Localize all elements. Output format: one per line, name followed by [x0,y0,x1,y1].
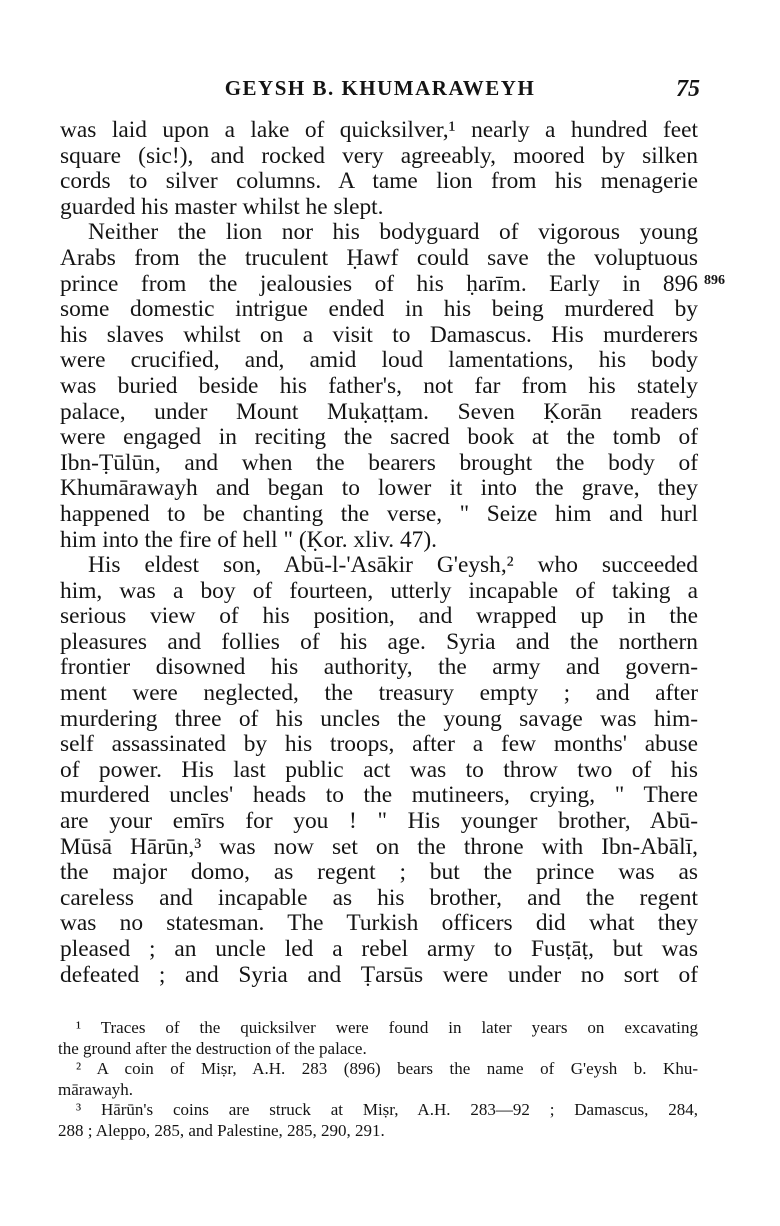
body-line: pleased ; an uncle led a rebel army to Fusṭāṭ, but was [60,936,698,962]
body-line: prince from the jealousies of his ḥarīm. Early in 896 [60,270,698,297]
footnote-line: ² A coin of Miṣr, A.H. 283 (896) bears the name of G'eysh b. Khu- [76,1059,698,1078]
body-line: was laid upon a lake of quicksilver,¹ nearly a hundred feet [60,117,698,143]
body-line: him, was a boy of fourteen, utterly incapable of taking a [60,577,698,604]
body-line: defeated ; and Syria and Ṭarsūs were under no sort of [60,961,698,988]
body-line: was no statesman. The Turkish officers did what they [60,910,698,937]
body-line: happened to be chanting the verse, " Seize him and hurl [60,500,698,527]
footnote-line: the ground after the destruction of the palace. [58,1038,367,1058]
body-line: self assassinated by his troops, after a few months' abuse [60,731,698,758]
body-line: careless and incapable as his brother, and the regent [60,884,698,911]
body-line: serious view of his position, and wrapped up in the [60,603,698,630]
body-line: palace, under Mount Muḳaṭṭam. Seven Ḳorān readers [60,398,698,425]
running-title: GEYSH B. KHUMARAWEYH [224,76,536,100]
body-line: Ibn-Ṭūlūn, and when the bearers brought the body of [60,449,698,476]
body-line: were engaged in reciting the sacred book at the tomb of [60,424,698,451]
footnotes [58,1018,698,1141]
body-line: him into the fire of hell " (Ḳor. xliv. 47). [60,526,438,553]
margin-note: 896 [704,273,725,288]
footnote-line: 288 ; Aleppo, 285, and Palestine, 285, 290, 291. [58,1120,385,1140]
body-line: of power. His last public act was to throw two of his [60,756,698,783]
footnote-line: ¹ Traces of the quicksilver were found in later years on excavating [76,1018,698,1037]
body-line: Arabs from the truculent Ḥawf could save the voluptuous [60,244,698,271]
body-line: the major domo, as regent ; but the prince was as [60,859,698,886]
body-line: Neither the lion nor his bodyguard of vigorous young [88,219,698,246]
body-line: murdering three of his uncles the young savage was him- [60,705,698,732]
body-line: some domestic intrigue ended in his being murdered by [60,296,698,323]
body-line: was buried beside his father's, not far from his stately [60,372,698,399]
footnote-line: ³ Hārūn's coins are struck at Miṣr, A.H. 283—92 ; Damascus, 284, [76,1100,698,1119]
page-number: 75 [676,76,700,102]
body-line: are your emīrs for you ! " His younger brother, Abū- [60,808,698,835]
body-line: were crucified, and, amid loud lamentations, his body [60,347,698,374]
page-header [60,76,700,106]
body-line: guarded his master whilst he slept. [60,193,384,220]
body-line: ment were neglected, the treasury empty ; and after [60,680,698,707]
body-line: murdered uncles' heads to the mutineers, crying, " There [60,782,698,809]
body-line: His eldest son, Abū-l-'Asākir G'eysh,² who succeeded [88,552,698,579]
body-text [60,118,698,988]
footnote-line: mārawayh. [58,1079,134,1099]
body-line: Mūsā Hārūn,³ was now set on the throne with Ibn-Abālī, [60,833,698,860]
body-line: pleasures and follies of his age. Syria and the northern [60,628,698,655]
body-line: cords to silver columns. A tame lion from his menagerie [60,168,698,195]
body-line: Khumārawayh and began to lower it into the grave, they [60,475,698,502]
body-line: square (sic!), and rocked very agreeably, moored by silken [60,142,698,169]
body-line: frontier disowned his authority, the army and govern- [60,654,698,681]
body-line: his slaves whilst on a visit to Damascus. His murderers [60,321,698,348]
